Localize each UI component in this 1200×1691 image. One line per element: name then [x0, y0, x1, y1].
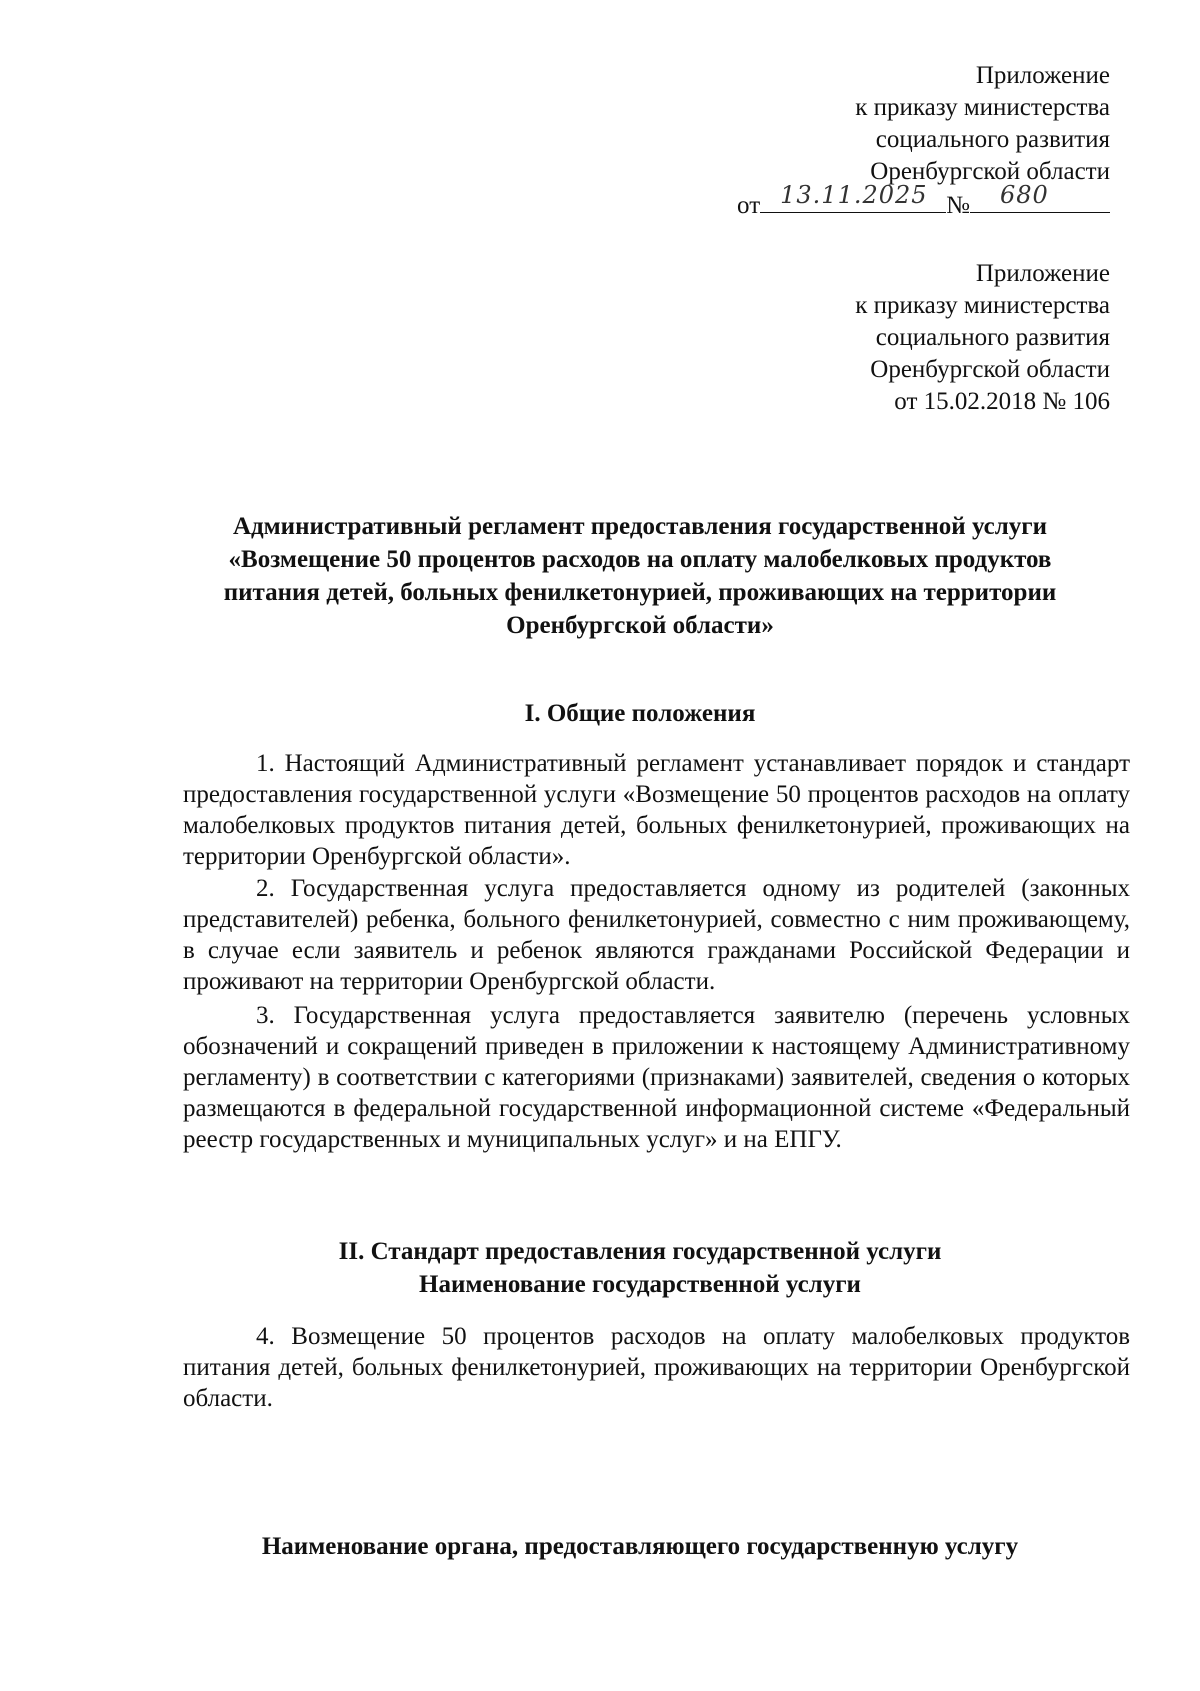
- section2-heading-line1: II. Стандарт предоставления государственной услуги: [338, 1238, 942, 1265]
- title-line2: «Возмещение 50 процентов расходов на оплату малобелковых продуктов: [228, 546, 1052, 573]
- header-new-line3: социального развития: [875, 126, 1110, 153]
- header-old-line3: социального развития: [875, 324, 1110, 351]
- paragraph-1: 1. Настоящий Административный регламент устанавливает порядок и стандарт предоставления государственной услуги «Возмещение 50 процентов расходов на оплату малобелковых продуктов питания детей, больных фенилкетонурией, проживающих на территории Оренбургской области».: [183, 750, 1130, 870]
- number-label: №: [946, 192, 970, 219]
- section2-heading-line2: Наименование государственной услуги: [419, 1271, 861, 1298]
- paragraph-2: 2. Государственная услуга предоставляется одному из родителей (законных представителей) ребенка, больного фенилкетонурией, совместно с ним проживающему, в случае если заявитель и ребенок являются гражданами Российской Федерации и проживают на территории Оренбургской области.: [183, 875, 1130, 995]
- title-line4: Оренбургской области»: [506, 612, 774, 639]
- section3-heading: Наименование органа, предоставляющего государственную услугу: [261, 1533, 1019, 1560]
- header-old-line5: от 15.02.2018 № 106: [894, 388, 1110, 415]
- section1-heading: I. Общие положения: [524, 700, 756, 727]
- paragraph-3: 3. Государственная услуга предоставляется заявителю (перечень условных обозначений и сокращений приведен в приложении к настоящему Административному регламенту) в соответствии с категориями (признаками) заявителей, сведения о которых размещаются в федеральной государственной информационной системе «Федеральный реестр государственных и муниципальных услуг» и на ЕПГУ.: [183, 1002, 1130, 1153]
- header-new-date-row: [737, 181, 1110, 222]
- ot-label: от: [737, 192, 761, 219]
- date-fill-line: [760, 181, 946, 213]
- header-new-line2: к приказу министерства: [855, 94, 1110, 121]
- title-line1: Административный регламент предоставления государственной услуги: [232, 513, 1048, 540]
- section2-heading: [160, 1235, 1120, 1301]
- header-old-line2: к приказу министерства: [855, 292, 1110, 319]
- title-line3: питания детей, больных фенилкетонурией, проживающих на территории: [223, 579, 1057, 606]
- header-new-order: [737, 60, 1110, 222]
- handwritten-number: 680: [1000, 181, 1049, 209]
- document-title: [160, 510, 1120, 642]
- number-fill-line: [970, 181, 1110, 213]
- handwritten-date: 13.11.2025: [780, 181, 928, 209]
- header-new-line4: Оренбургской области: [870, 158, 1110, 185]
- header-new-line1: Приложение: [975, 62, 1110, 89]
- header-old-order: [855, 258, 1110, 418]
- paragraph-4: 4. Возмещение 50 процентов расходов на оплату малобелковых продуктов питания детей, больных фенилкетонурией, проживающих на территории Оренбургской области.: [183, 1323, 1130, 1412]
- header-old-line1: Приложение: [975, 260, 1110, 287]
- header-old-line4: Оренбургской области: [870, 356, 1110, 383]
